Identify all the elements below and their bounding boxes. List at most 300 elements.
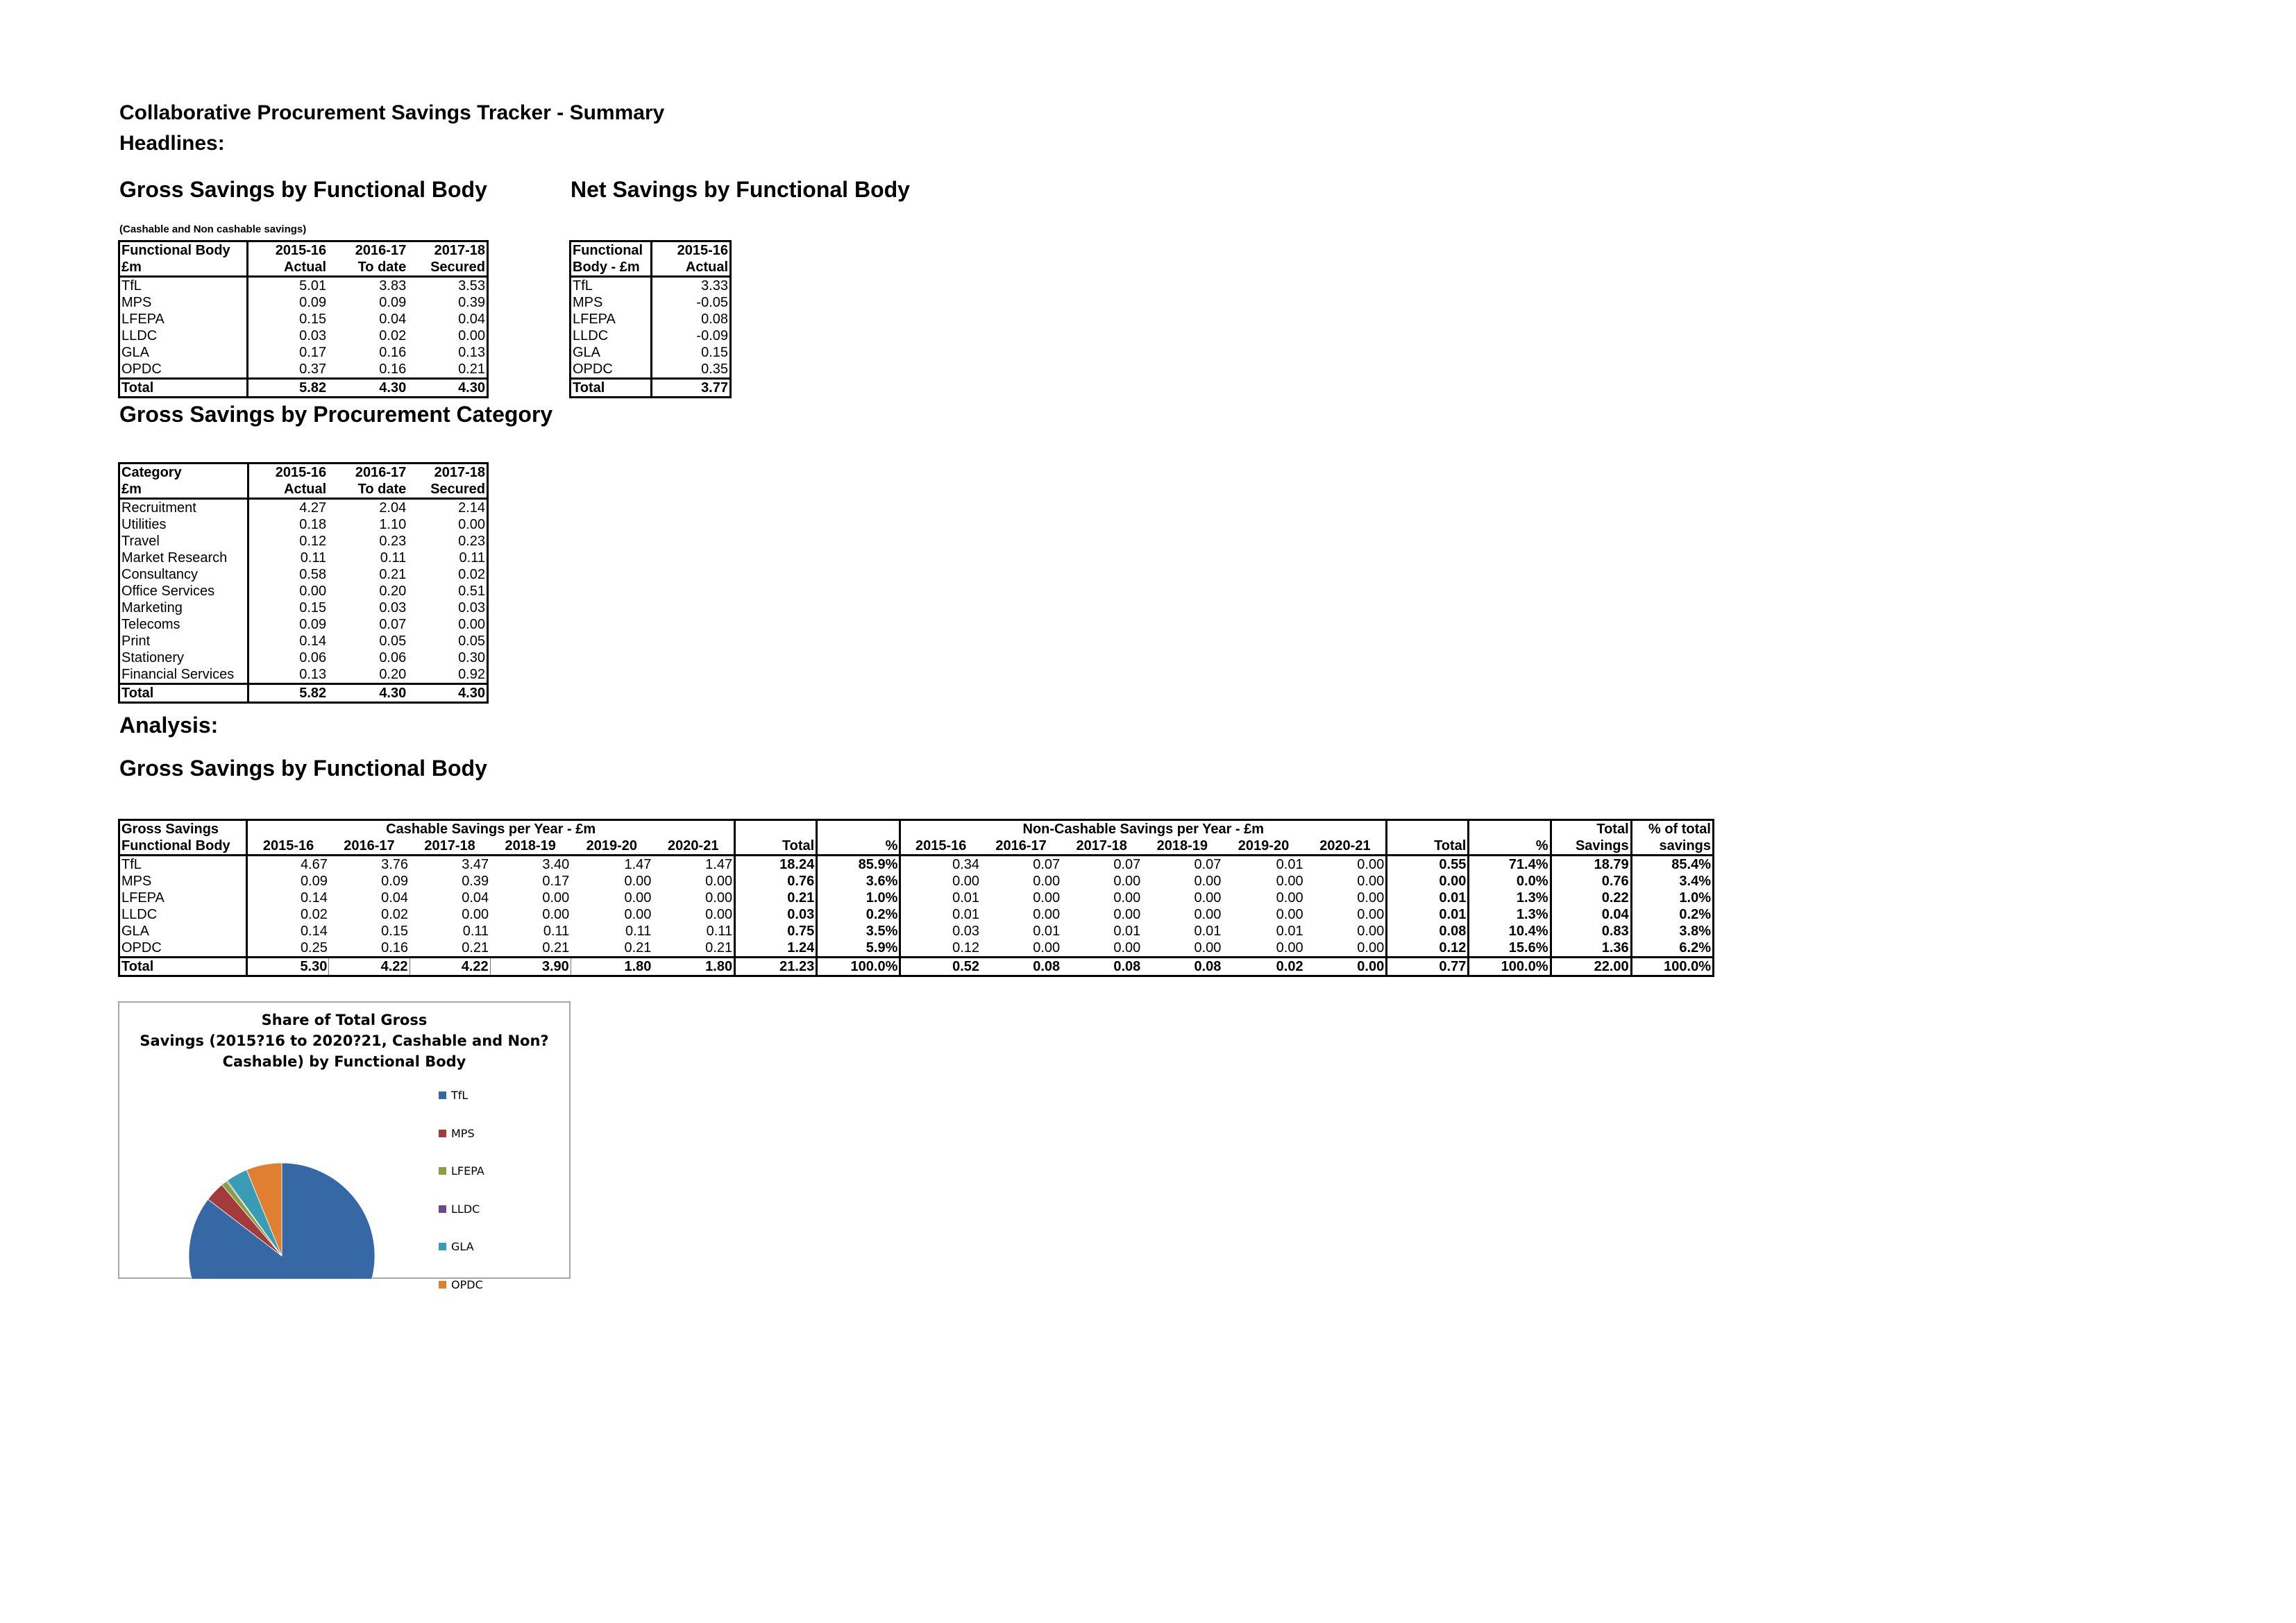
column-header: Category bbox=[119, 464, 248, 482]
value-cell: 0.04 bbox=[407, 311, 487, 328]
value-cell: 0.11 bbox=[625, 924, 652, 939]
value-cell: 0.09 bbox=[300, 874, 328, 889]
value-cell: 0.00 bbox=[1113, 940, 1141, 955]
legend-label: TfL bbox=[451, 1089, 469, 1102]
legend-item-mps bbox=[439, 1127, 475, 1140]
value-cell: 2.14 bbox=[407, 499, 487, 517]
row-label: TfL bbox=[119, 856, 247, 874]
value-cell: 0.02 bbox=[381, 907, 409, 922]
table-row bbox=[571, 361, 731, 379]
value-cell: 0.15 bbox=[652, 344, 731, 361]
value-cell: 0.09 bbox=[381, 874, 409, 889]
value-cell: 1.47 bbox=[624, 857, 652, 872]
analysis-label: Analysis: bbox=[119, 713, 219, 738]
value-cell: 1.0% bbox=[817, 890, 900, 906]
value-cell: 0.07 bbox=[1033, 857, 1061, 872]
column-header: 2015-16 bbox=[652, 241, 731, 260]
row-label: Marketing bbox=[119, 600, 248, 616]
table-row bbox=[119, 923, 1714, 940]
value-cell: 0.00 bbox=[407, 516, 487, 533]
value-cell: 0.20 bbox=[379, 584, 407, 599]
value-cell: 0.11 bbox=[543, 924, 570, 939]
value-cell: 0.00 bbox=[407, 328, 487, 344]
table-row bbox=[119, 533, 488, 550]
cashable-group-header: Cashable Savings per Year - £m bbox=[247, 820, 735, 838]
value-cell: 1.47 bbox=[652, 856, 734, 874]
value-cell: 0.00 bbox=[542, 890, 570, 906]
value-cell: 0.01 bbox=[1194, 924, 1222, 939]
value-cell: 0.00 bbox=[1033, 890, 1061, 906]
row-label: Market Research bbox=[119, 550, 248, 566]
value-cell: 0.00 bbox=[1113, 890, 1141, 906]
value-cell: 0.00 bbox=[624, 907, 652, 922]
column-header: 2015-16 bbox=[247, 838, 329, 856]
value-cell: 4.67 bbox=[300, 857, 328, 872]
column-header: Gross Savings bbox=[119, 820, 247, 838]
value-cell: 18.79 bbox=[1551, 856, 1631, 874]
column-header: Functional Body bbox=[119, 838, 247, 856]
value-cell: -0.09 bbox=[652, 328, 731, 344]
column-header: Secured bbox=[407, 481, 487, 499]
row-label: LFEPA bbox=[119, 311, 248, 328]
legend-swatch bbox=[439, 1281, 446, 1289]
total-cell: 0.08 bbox=[1142, 958, 1222, 976]
value-cell: 0.16 bbox=[379, 362, 407, 377]
value-cell: 0.00 bbox=[1305, 873, 1387, 890]
value-cell: 0.02 bbox=[379, 328, 407, 343]
legend-swatch bbox=[439, 1243, 446, 1250]
table-row bbox=[119, 890, 1714, 906]
value-cell: 0.25 bbox=[300, 940, 328, 955]
value-cell: 0.01 bbox=[952, 890, 980, 906]
column-header: 2015-16 bbox=[900, 838, 981, 856]
value-cell: 0.0% bbox=[1469, 873, 1551, 890]
row-label: LFEPA bbox=[119, 890, 247, 906]
total-row bbox=[119, 379, 488, 398]
total-cell: 22.00 bbox=[1551, 958, 1631, 976]
legend-swatch bbox=[439, 1130, 446, 1137]
legend-label: GLA bbox=[451, 1240, 474, 1253]
row-label: TfL bbox=[571, 277, 652, 295]
value-cell: 3.8% bbox=[1631, 923, 1713, 940]
value-cell: 0.01 bbox=[1113, 924, 1141, 939]
value-cell: 0.00 bbox=[1305, 856, 1387, 874]
total-cell: 5.82 bbox=[248, 379, 328, 398]
value-cell: 3.47 bbox=[462, 857, 489, 872]
header-row bbox=[119, 481, 488, 499]
noncashable-group-header: Non-Cashable Savings per Year - £m bbox=[900, 820, 1387, 838]
column-header: To date bbox=[328, 259, 407, 277]
legend-item-lldc bbox=[439, 1203, 480, 1216]
value-cell: 0.11 bbox=[380, 550, 407, 566]
value-cell: 0.16 bbox=[379, 345, 407, 360]
value-cell: 0.20 bbox=[379, 667, 407, 682]
column-header: Secured bbox=[407, 259, 487, 277]
value-cell: 0.02 bbox=[300, 907, 328, 922]
value-cell: 0.23 bbox=[379, 534, 407, 549]
row-label: Utilities bbox=[119, 516, 248, 533]
value-cell: 0.02 bbox=[407, 566, 487, 583]
total-cell: 1.80 bbox=[571, 958, 652, 976]
row-label: GLA bbox=[571, 344, 652, 361]
table-row bbox=[119, 633, 488, 649]
column-header: £m bbox=[119, 481, 248, 499]
pie-plot bbox=[119, 1003, 571, 1279]
total-cell: 5.82 bbox=[248, 684, 328, 703]
value-cell: 0.39 bbox=[407, 294, 487, 311]
legend-item-lfepa bbox=[439, 1164, 484, 1178]
row-label: Total bbox=[119, 379, 248, 398]
value-cell: 0.01 bbox=[1033, 924, 1061, 939]
table-row bbox=[571, 277, 731, 295]
table-row bbox=[119, 856, 1714, 874]
header-row bbox=[119, 259, 488, 277]
total-cell: 0.52 bbox=[900, 958, 981, 976]
value-cell: 0.21 bbox=[379, 567, 407, 582]
value-cell: 0.03 bbox=[735, 906, 817, 923]
header-row bbox=[119, 241, 488, 260]
empty-header bbox=[817, 820, 900, 838]
row-label: MPS bbox=[119, 873, 247, 890]
value-cell: 0.04 bbox=[1551, 906, 1631, 923]
value-cell: 0.11 bbox=[462, 924, 489, 939]
column-header: 2019-20 bbox=[1222, 838, 1304, 856]
value-cell: 0.12 bbox=[299, 534, 327, 549]
column-header: 2020-21 bbox=[1305, 838, 1387, 856]
row-label: Telecoms bbox=[119, 616, 248, 633]
table-row bbox=[119, 940, 1714, 958]
value-cell: 0.15 bbox=[299, 600, 327, 615]
chart-title-line-3: Cashable) by Functional Body bbox=[222, 1053, 466, 1070]
column-header: 2016-17 bbox=[328, 241, 407, 260]
table-row bbox=[119, 583, 488, 600]
column-header: Functional bbox=[571, 241, 652, 260]
value-cell: 0.14 bbox=[300, 924, 328, 939]
value-cell: 4.27 bbox=[299, 500, 327, 516]
value-cell: 0.13 bbox=[299, 667, 327, 682]
value-cell: 1.3% bbox=[1469, 906, 1551, 923]
legend-swatch bbox=[439, 1205, 446, 1213]
row-label: Total bbox=[119, 958, 247, 976]
value-cell: 0.03 bbox=[952, 924, 980, 939]
row-label: LLDC bbox=[119, 328, 248, 344]
value-cell: 0.03 bbox=[407, 600, 487, 616]
value-cell: 3.33 bbox=[652, 277, 731, 295]
table-row bbox=[119, 311, 488, 328]
column-header: Total bbox=[1551, 820, 1631, 838]
value-cell: 0.00 bbox=[652, 890, 734, 906]
value-cell: 1.36 bbox=[1551, 940, 1631, 958]
value-cell: 0.07 bbox=[379, 617, 407, 632]
value-cell: 0.00 bbox=[1305, 906, 1387, 923]
value-cell: 0.58 bbox=[299, 567, 327, 582]
table-row bbox=[119, 873, 1714, 890]
value-cell: 0.76 bbox=[735, 873, 817, 890]
net-fb-heading: Net Savings by Functional Body bbox=[571, 177, 910, 202]
value-cell: 1.24 bbox=[735, 940, 817, 958]
chart-title-line-1: Share of Total Gross bbox=[261, 1012, 428, 1028]
value-cell: 3.83 bbox=[379, 278, 407, 294]
value-cell: 0.09 bbox=[299, 617, 327, 632]
value-cell: 85.4% bbox=[1631, 856, 1713, 874]
empty-header bbox=[735, 820, 817, 838]
value-cell: 0.15 bbox=[299, 312, 327, 327]
table-row bbox=[119, 277, 488, 295]
value-cell: 0.08 bbox=[1387, 923, 1469, 940]
column-header: Actual bbox=[248, 481, 328, 499]
header-row bbox=[119, 838, 1714, 856]
value-cell: 0.17 bbox=[542, 874, 570, 889]
row-label: MPS bbox=[571, 294, 652, 311]
table-row bbox=[119, 566, 488, 583]
value-cell: 71.4% bbox=[1469, 856, 1551, 874]
value-cell: 0.00 bbox=[407, 616, 487, 633]
row-label: GLA bbox=[119, 344, 248, 361]
value-cell: 3.40 bbox=[542, 857, 570, 872]
row-label: OPDC bbox=[571, 361, 652, 379]
row-label: OPDC bbox=[119, 361, 248, 379]
value-cell: 0.14 bbox=[300, 890, 328, 906]
legend-item-tfl bbox=[439, 1089, 468, 1102]
header-row bbox=[119, 464, 488, 482]
value-cell: 0.01 bbox=[1387, 906, 1469, 923]
value-cell: 0.00 bbox=[1305, 940, 1387, 958]
value-cell: 0.00 bbox=[624, 890, 652, 906]
total-cell: 4.22 bbox=[329, 958, 410, 976]
row-label: Recruitment bbox=[119, 499, 248, 517]
value-cell: 0.00 bbox=[652, 906, 734, 923]
row-label: Total bbox=[119, 684, 248, 703]
value-cell: 0.01 bbox=[1387, 890, 1469, 906]
row-label: MPS bbox=[119, 294, 248, 311]
value-cell: 0.05 bbox=[379, 634, 407, 649]
value-cell: 0.00 bbox=[1305, 923, 1387, 940]
value-cell: 0.00 bbox=[1113, 874, 1141, 889]
value-cell: 0.00 bbox=[1113, 907, 1141, 922]
total-cell: 100.0% bbox=[1469, 958, 1551, 976]
legend-label: LLDC bbox=[451, 1202, 480, 1216]
value-cell: 0.21 bbox=[624, 940, 652, 955]
total-cell: 100.0% bbox=[1631, 958, 1713, 976]
row-label: Print bbox=[119, 633, 248, 649]
column-header: 2016-17 bbox=[981, 838, 1061, 856]
empty-header bbox=[1387, 820, 1469, 838]
gross-fb-heading: Gross Savings by Functional Body bbox=[119, 177, 487, 202]
value-cell: 6.2% bbox=[1631, 940, 1713, 958]
value-cell: 0.34 bbox=[952, 857, 980, 872]
value-cell: 0.00 bbox=[1276, 890, 1303, 906]
legend-label: MPS bbox=[451, 1126, 475, 1140]
row-label: TfL bbox=[119, 277, 248, 295]
column-header: 2017-18 bbox=[407, 241, 487, 260]
column-header: 2017-18 bbox=[407, 464, 487, 482]
total-cell: 4.30 bbox=[328, 379, 407, 398]
value-cell: 3.76 bbox=[381, 857, 409, 872]
total-cell: 0.08 bbox=[1061, 958, 1142, 976]
value-cell: 0.01 bbox=[1276, 924, 1303, 939]
value-cell: 5.9% bbox=[817, 940, 900, 958]
value-cell: 0.00 bbox=[1194, 907, 1222, 922]
column-header: Total bbox=[735, 838, 817, 856]
value-cell: 3.53 bbox=[407, 277, 487, 295]
value-cell: 0.00 bbox=[1276, 874, 1303, 889]
value-cell: 0.00 bbox=[652, 873, 734, 890]
value-cell: 0.18 bbox=[299, 517, 327, 532]
value-cell: 0.09 bbox=[379, 295, 407, 310]
total-cell: 0.77 bbox=[1387, 958, 1469, 976]
value-cell: 0.15 bbox=[381, 924, 409, 939]
gross-fb-table bbox=[118, 240, 489, 398]
column-header: Savings bbox=[1551, 838, 1631, 856]
analysis-table bbox=[118, 819, 1714, 977]
value-cell: 15.6% bbox=[1469, 940, 1551, 958]
row-label: LFEPA bbox=[571, 311, 652, 328]
column-header: 2020-21 bbox=[652, 838, 734, 856]
value-cell: 1.3% bbox=[1469, 890, 1551, 906]
headlines-label: Headlines: bbox=[119, 132, 225, 155]
column-header: To date bbox=[328, 481, 407, 499]
total-cell: 3.77 bbox=[652, 379, 731, 398]
header-row bbox=[571, 241, 731, 260]
value-cell: 0.00 bbox=[1033, 874, 1061, 889]
value-cell: 3.6% bbox=[817, 873, 900, 890]
value-cell: 0.04 bbox=[381, 890, 409, 906]
value-cell: 0.04 bbox=[462, 890, 489, 906]
row-label: Consultancy bbox=[119, 566, 248, 583]
value-cell: 0.01 bbox=[1276, 857, 1303, 872]
value-cell: 0.11 bbox=[300, 550, 327, 566]
gross-fb-note: (Cashable and Non cashable savings) bbox=[119, 223, 307, 235]
row-label: GLA bbox=[119, 923, 247, 940]
total-cell: 0.00 bbox=[1305, 958, 1387, 976]
row-label: OPDC bbox=[119, 940, 247, 958]
column-header: % bbox=[817, 838, 900, 856]
legend-label: OPDC bbox=[451, 1277, 483, 1291]
total-row bbox=[119, 958, 1714, 976]
row-label: Stationery bbox=[119, 649, 248, 666]
value-cell: 0.11 bbox=[652, 923, 734, 940]
chart-title-line-2: Savings (2015?16 to 2020?21, Cashable and Non? bbox=[140, 1033, 549, 1049]
column-header: savings bbox=[1631, 838, 1713, 856]
table-row bbox=[571, 294, 731, 311]
value-cell: 2.04 bbox=[379, 500, 407, 516]
table-row bbox=[119, 906, 1714, 923]
row-label: LLDC bbox=[119, 906, 247, 923]
total-row bbox=[119, 684, 488, 703]
total-row bbox=[571, 379, 731, 398]
value-cell: 0.00 bbox=[1194, 874, 1222, 889]
value-cell: -0.05 bbox=[652, 294, 731, 311]
net-fb-table bbox=[569, 240, 732, 398]
total-cell: 4.30 bbox=[407, 379, 487, 398]
value-cell: 0.75 bbox=[735, 923, 817, 940]
value-cell: 0.07 bbox=[1194, 857, 1222, 872]
column-header: 2016-17 bbox=[329, 838, 410, 856]
column-header: % of total bbox=[1631, 820, 1713, 838]
total-cell: 0.02 bbox=[1222, 958, 1304, 976]
column-header: 2018-19 bbox=[1142, 838, 1222, 856]
table-row bbox=[119, 666, 488, 684]
column-header: Actual bbox=[652, 259, 731, 277]
table-row bbox=[119, 344, 488, 361]
total-cell: 4.22 bbox=[410, 958, 490, 976]
value-cell: 0.03 bbox=[379, 600, 407, 615]
value-cell: 18.24 bbox=[735, 856, 817, 874]
total-cell: 3.90 bbox=[490, 958, 571, 976]
value-cell: 0.09 bbox=[299, 295, 327, 310]
table-row bbox=[119, 550, 488, 566]
value-cell: 0.14 bbox=[299, 634, 327, 649]
value-cell: 0.00 bbox=[542, 907, 570, 922]
pie-chart bbox=[118, 1001, 571, 1291]
row-label: Financial Services bbox=[119, 666, 248, 684]
value-cell: 0.21 bbox=[407, 361, 487, 379]
value-cell: 0.00 bbox=[462, 907, 489, 922]
value-cell: 0.23 bbox=[407, 533, 487, 550]
value-cell: 0.30 bbox=[407, 649, 487, 666]
column-header: £m bbox=[119, 259, 248, 277]
column-header: % bbox=[1469, 838, 1551, 856]
total-cell: 5.30 bbox=[247, 958, 329, 976]
table-row bbox=[119, 499, 488, 517]
value-cell: 0.21 bbox=[652, 940, 734, 958]
column-header: 2019-20 bbox=[571, 838, 652, 856]
row-label: LLDC bbox=[571, 328, 652, 344]
total-cell: 21.23 bbox=[735, 958, 817, 976]
value-cell: 0.21 bbox=[462, 940, 489, 955]
value-cell: 0.13 bbox=[407, 344, 487, 361]
value-cell: 0.05 bbox=[407, 633, 487, 649]
value-cell: 0.00 bbox=[1033, 907, 1061, 922]
value-cell: 0.00 bbox=[1387, 873, 1469, 890]
legend-label: LFEPA bbox=[451, 1164, 484, 1178]
value-cell: 0.12 bbox=[1387, 940, 1469, 958]
gross-cat-table bbox=[118, 462, 489, 704]
value-cell: 0.76 bbox=[1551, 873, 1631, 890]
value-cell: 0.04 bbox=[379, 312, 407, 327]
value-cell: 1.0% bbox=[1631, 890, 1713, 906]
table-row bbox=[119, 649, 488, 666]
row-label: Office Services bbox=[119, 583, 248, 600]
value-cell: 1.10 bbox=[379, 517, 407, 532]
value-cell: 0.17 bbox=[299, 345, 327, 360]
value-cell: 0.92 bbox=[407, 666, 487, 684]
value-cell: 0.12 bbox=[952, 940, 980, 955]
value-cell: 0.37 bbox=[299, 362, 327, 377]
row-label: Travel bbox=[119, 533, 248, 550]
value-cell: 0.21 bbox=[735, 890, 817, 906]
total-cell: 100.0% bbox=[817, 958, 900, 976]
value-cell: 0.00 bbox=[1276, 940, 1303, 955]
table-row bbox=[119, 294, 488, 311]
column-header: 2018-19 bbox=[490, 838, 571, 856]
legend-item-gla bbox=[439, 1240, 474, 1253]
value-cell: 0.00 bbox=[299, 584, 327, 599]
table-row bbox=[571, 328, 731, 344]
value-cell: 0.00 bbox=[1194, 940, 1222, 955]
value-cell: 0.51 bbox=[407, 583, 487, 600]
column-header: 2015-16 bbox=[248, 464, 328, 482]
value-cell: 0.07 bbox=[1113, 857, 1141, 872]
value-cell: 0.35 bbox=[652, 361, 731, 379]
value-cell: 0.00 bbox=[1033, 940, 1061, 955]
value-cell: 3.4% bbox=[1631, 873, 1713, 890]
table-row bbox=[119, 516, 488, 533]
table-row bbox=[119, 361, 488, 379]
empty-header bbox=[1469, 820, 1551, 838]
value-cell: 0.03 bbox=[299, 328, 327, 343]
header-row bbox=[571, 259, 731, 277]
